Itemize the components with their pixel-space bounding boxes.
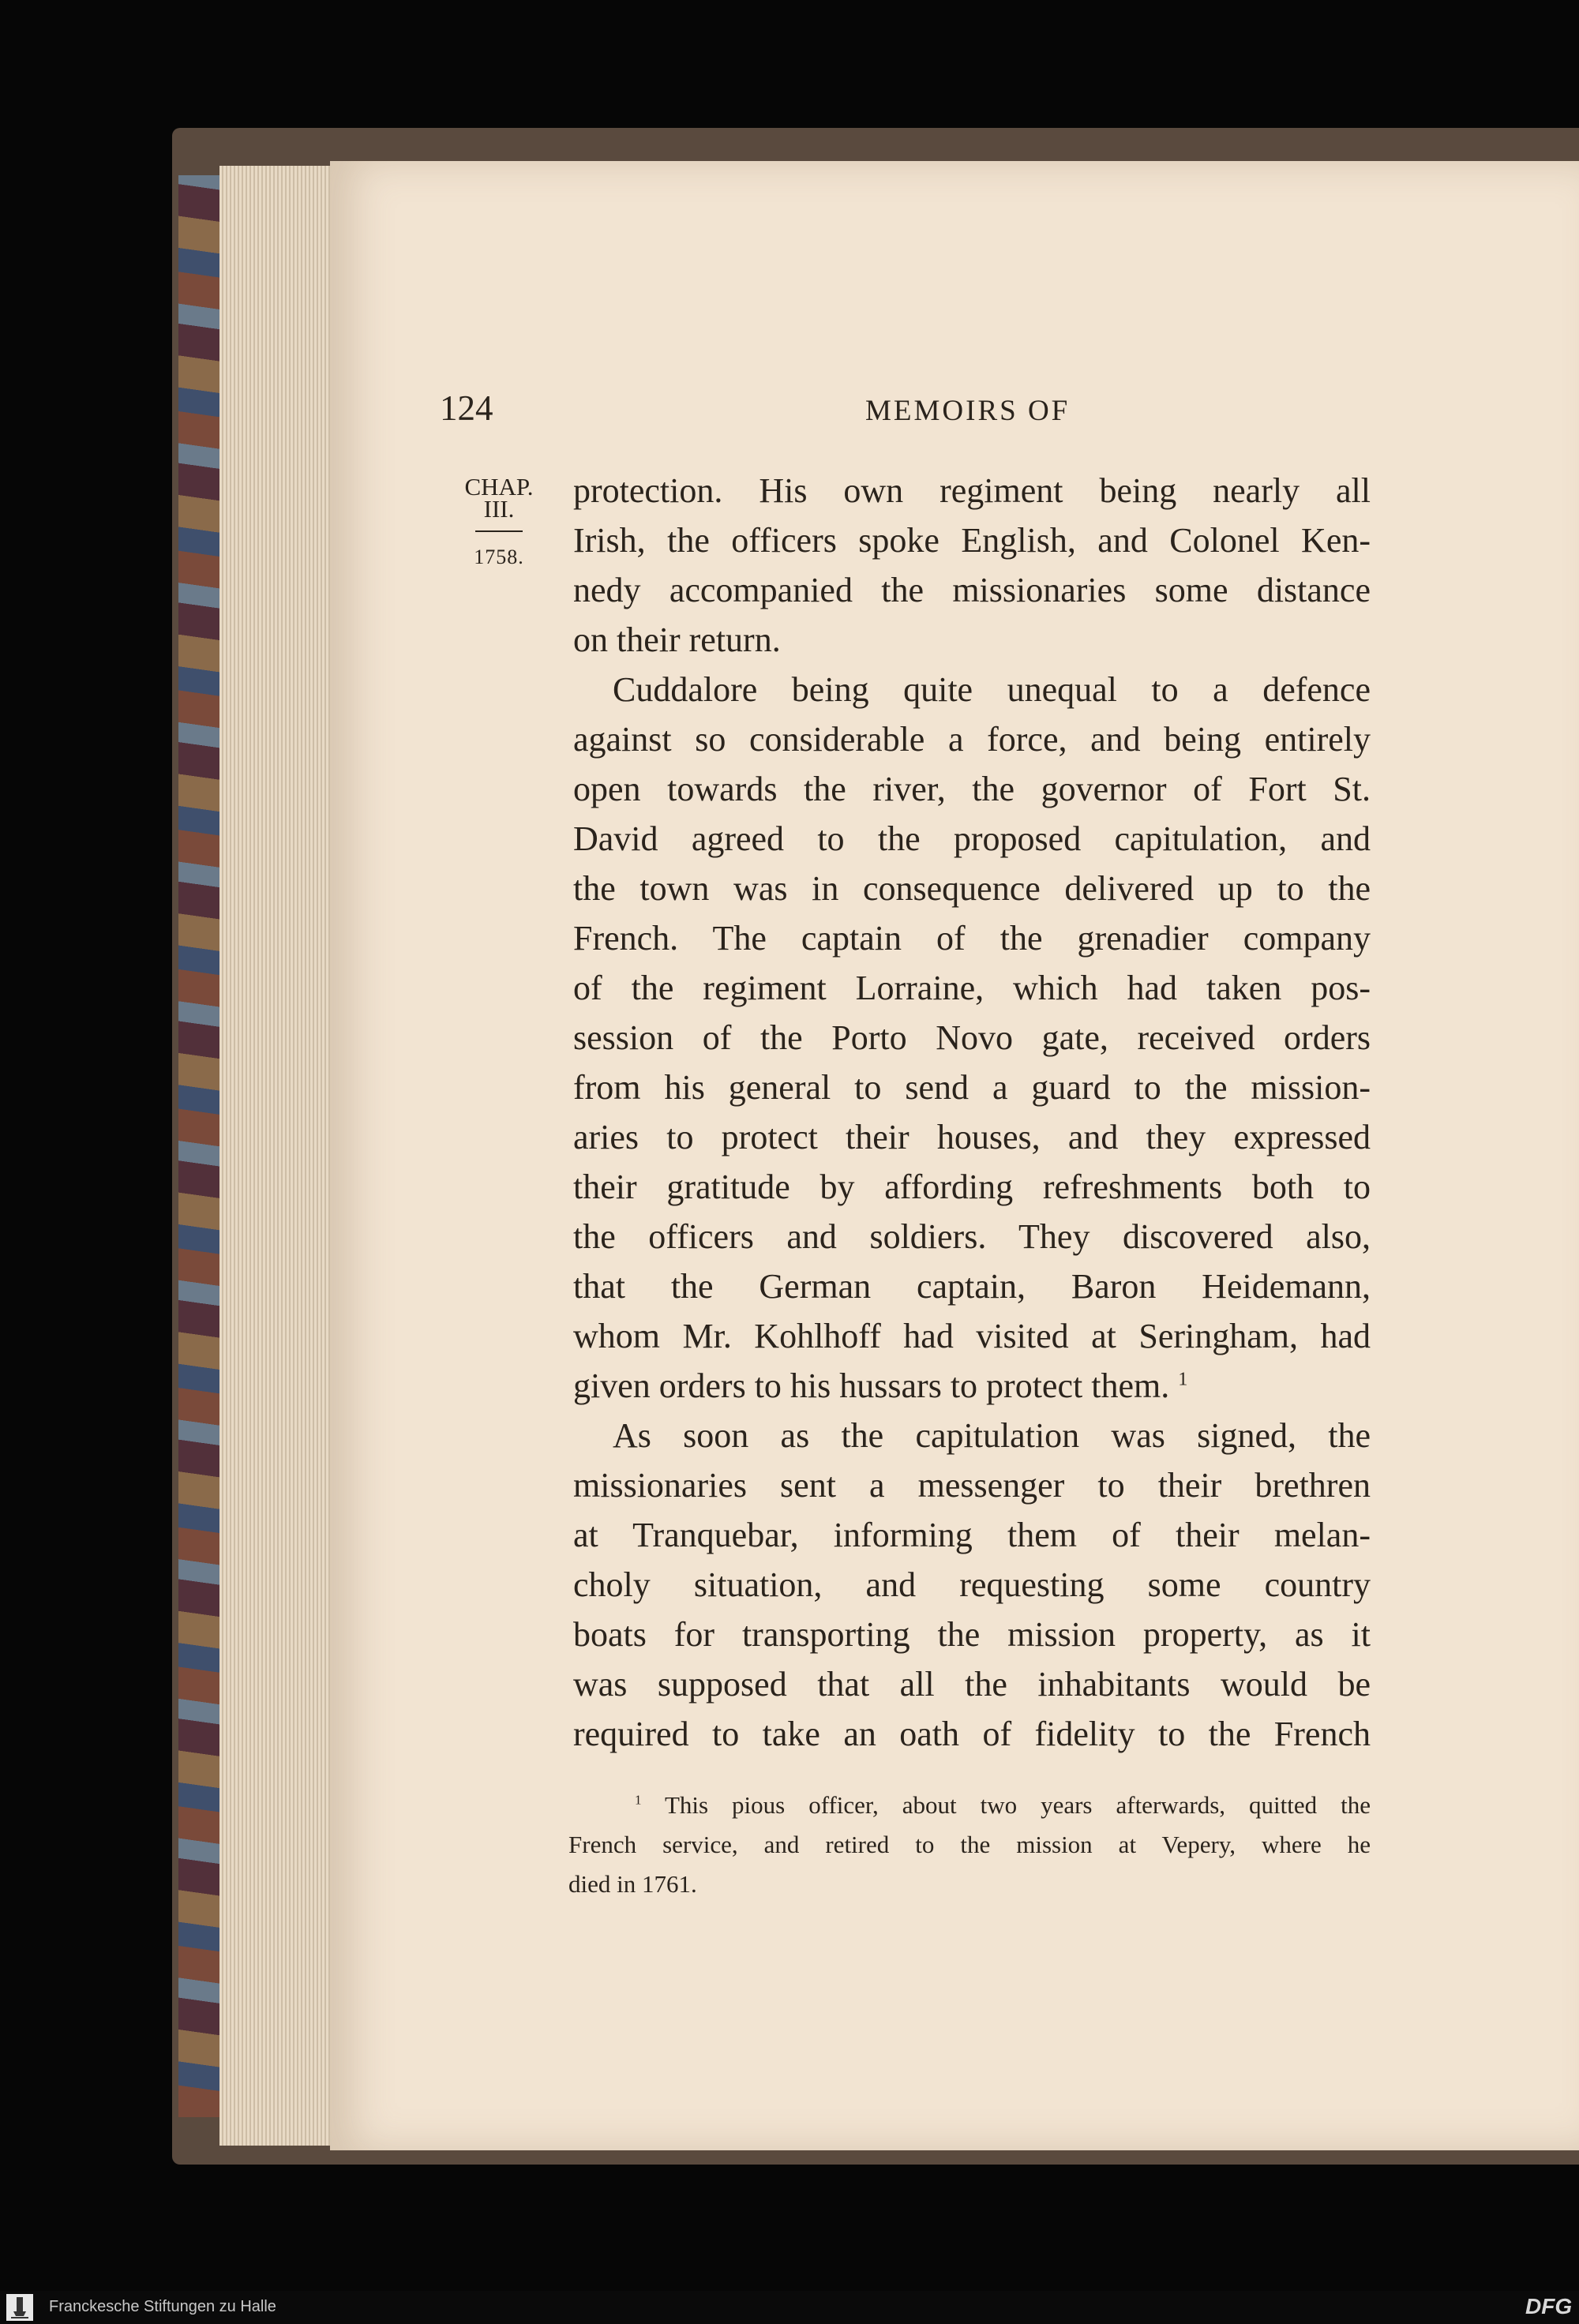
text-line: from his general to send a guard to the mission-	[573, 1068, 1371, 1107]
text-line: missionaries sent a messenger to their brethren	[573, 1466, 1371, 1505]
margin-year: 1758.	[474, 545, 524, 568]
text-line: protection. His own regiment being nearly all	[573, 471, 1371, 510]
text-line: was supposed that all the inhabitants would be	[573, 1665, 1371, 1704]
text-line: their gratitude by affording refreshments both to	[573, 1168, 1371, 1206]
text-line: nedy accompanied the missionaries some distance	[573, 571, 1371, 609]
text-line: aries to protect their houses, and they expressed	[573, 1118, 1371, 1156]
footnote-line	[568, 1786, 1371, 1825]
text-line: open towards the river, the governor of Fort St.	[573, 770, 1371, 808]
text-line: whom Mr. Kohlhoff had visited at Seringham, had	[573, 1317, 1371, 1355]
text-line: of the regiment Lorraine, which had taken pos-	[573, 969, 1371, 1007]
text-line: As soon as the capitulation was signed, the	[613, 1416, 1371, 1455]
text-line: choly situation, and requesting some country	[573, 1565, 1371, 1604]
text-line: required to take an oath of fidelity to the French	[573, 1715, 1371, 1753]
text-line: Irish, the officers spoke English, and Colonel Ken-	[573, 521, 1371, 560]
page-number: 124	[440, 388, 493, 428]
text-line: against so considerable a force, and being entirely	[573, 720, 1371, 759]
text-line: Cuddalore being quite unequal to a defence	[613, 670, 1371, 709]
text-line: on their return.	[573, 620, 781, 659]
text-line: the officers and soldiers. They discovered also,	[573, 1217, 1371, 1256]
text-line: at Tranquebar, informing them of their melan-	[573, 1516, 1371, 1554]
chapter-label: CHAP.	[464, 473, 534, 500]
running-head: MEMOIRS OF	[865, 395, 1071, 427]
text-line-with-note	[573, 1361, 1371, 1411]
footnote-line: French service, and retired to the mission at Vepery, where he	[568, 1831, 1371, 1858]
footnote	[568, 1786, 1371, 1904]
text-line: given orders to his hussars to protect them.	[573, 1366, 1170, 1405]
dfg-logo: DFG	[1525, 2294, 1573, 2318]
footnote-reference: 1	[1178, 1368, 1188, 1390]
footnote-text: This pious officer, about two years afterwards, quitted the	[664, 1791, 1371, 1819]
text-line: session of the Porto Novo gate, received orders	[573, 1018, 1371, 1057]
margin-note	[459, 473, 538, 568]
margin-rule	[475, 530, 523, 532]
footnote-line: died in 1761.	[568, 1870, 697, 1898]
library-name: Franckesche Stiftungen zu Halle	[49, 2298, 276, 2315]
text-line: French. The captain of the grenadier company	[573, 919, 1371, 958]
body-text	[573, 466, 1371, 1759]
footnote-marker: 1	[635, 1792, 642, 1808]
text-line: that the German captain, Baron Heidemann,	[573, 1267, 1371, 1306]
text-line: the town was in consequence delivered up to the	[573, 869, 1371, 908]
text-line: David agreed to the proposed capitulation, and	[573, 819, 1371, 858]
text-line: boats for transporting the mission property, as it	[573, 1615, 1371, 1654]
library-logo-icon	[6, 2294, 33, 2321]
chapter-number: III.	[483, 495, 515, 523]
